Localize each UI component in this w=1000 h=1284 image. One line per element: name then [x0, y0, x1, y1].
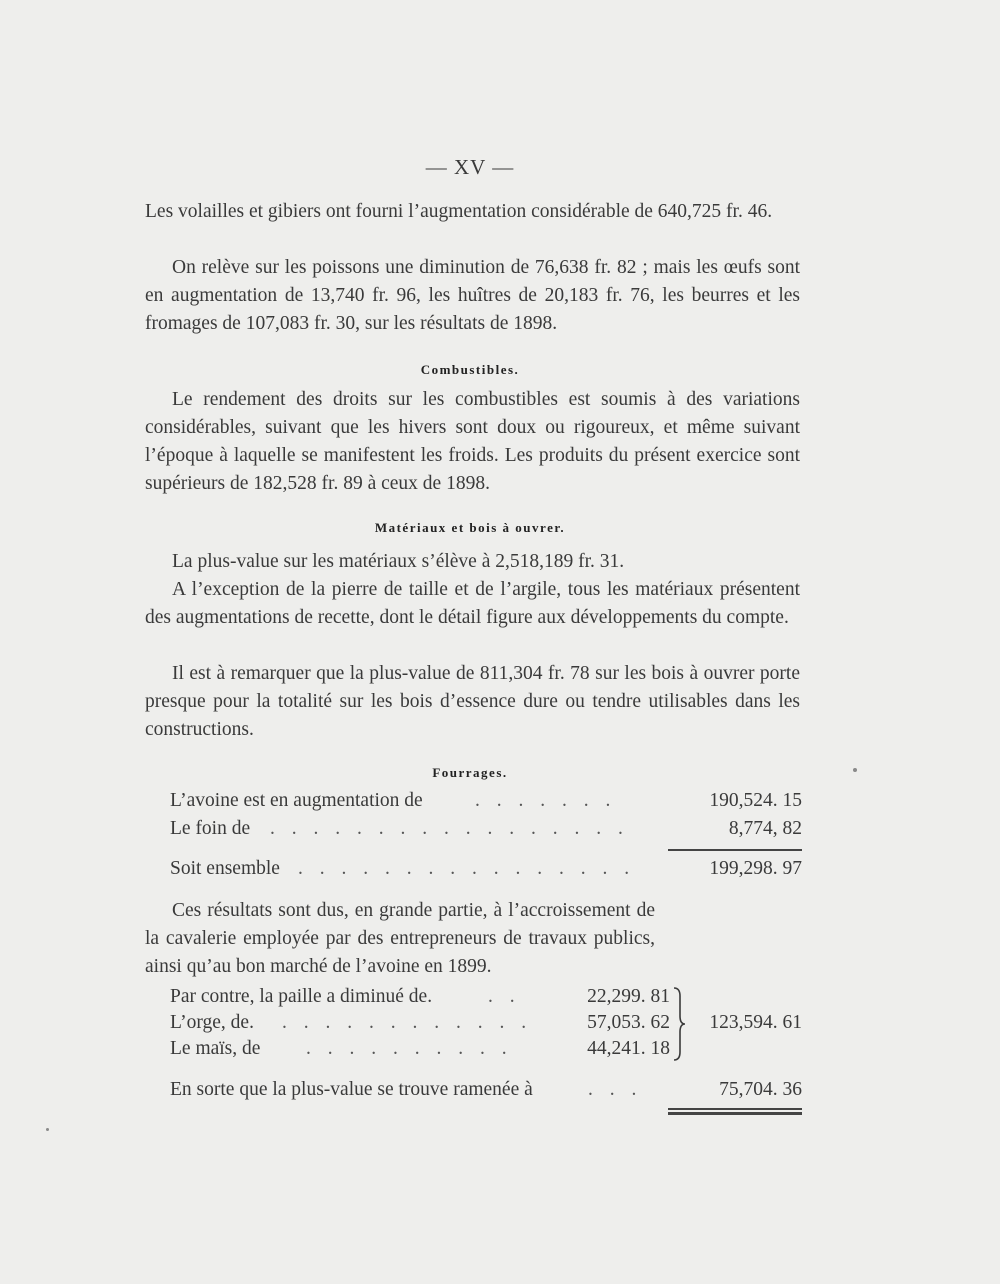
row-amount: 57,053. 62	[587, 1012, 670, 1033]
double-rule-bottom	[668, 1112, 802, 1115]
diminution-total: 123,594. 61	[709, 1012, 802, 1033]
paragraph-poissons: On relève sur les poissons une diminution de 76,638 fr. 82 ; mais les œufs sont en augmentation de 13,740 fr. 96, les huîtres de 20,183 fr. 76, les beurres et les fromages de 107,083 fr. 30, sur les résultats de 1898.	[145, 257, 800, 334]
curly-brace-icon	[672, 986, 686, 1062]
paper-spot	[853, 768, 857, 772]
paragraph-bois-a-ouvrer: Il est à remarquer que la plus-value de 811,304 fr. 78 sur les bois à ouvrer porte presque pour la totalité sur les bois d’essence dure ou tendre utilisables dans les constructions.	[145, 663, 800, 740]
row-label: Soit ensemble	[170, 858, 280, 879]
row-label: L’orge, de.	[170, 1012, 254, 1033]
table-row-foin	[170, 818, 802, 846]
row-label: Le foin de	[170, 818, 251, 839]
heading-combustibles: Combustibles.	[420, 362, 520, 377]
heading-materiaux: Matériaux et bois à ouvrer.	[374, 520, 566, 535]
leader-dots: . . .	[588, 1079, 643, 1100]
leader-dots: . . . . . . . . . .	[306, 1038, 513, 1059]
table-row-avoine	[170, 790, 802, 818]
row-label: Par contre, la paille a diminué de.	[170, 986, 433, 1007]
paper-spot	[46, 1128, 49, 1131]
row-amount: 190,524. 15	[709, 790, 802, 811]
row-amount: 199,298. 97	[709, 858, 802, 879]
table-row-final	[170, 1079, 802, 1107]
paragraph-combustibles: Le rendement des droits sur les combustibles est soumis à des variations considérables, suivant que les hivers sont doux ou rigoureux, et même suivant l’époque à laquelle se manifestent les froids. Les produits du présent exercice sont supérieurs de 182,528 fr. 89 à ceux de 1898.	[145, 389, 800, 494]
table-row-orge	[170, 1012, 670, 1040]
table-row-ensemble	[170, 858, 802, 886]
sum-rule	[668, 849, 802, 851]
paragraph-resultats: Ces résultats sont dus, en grande partie, à l’accroissement de la cavalerie employée par des entrepreneurs de travaux publics, ainsi qu’au bon marché de l’avoine en 1899.	[145, 900, 655, 977]
paragraph-exception: A l’exception de la pierre de taille et de l’argile, tous les matériaux présentent des augmentations de recette, dont le détail figure aux développements du compte.	[145, 579, 800, 628]
paragraph-volailles: Les volailles et gibiers ont fourni l’augmentation considérable de 640,725 fr. 46.	[145, 201, 773, 222]
table-row-paille	[170, 986, 670, 1014]
page-number: — XV —	[425, 155, 515, 179]
table-row-mais	[170, 1038, 670, 1066]
paragraph-plus-value-materiaux: La plus-value sur les matériaux s’élève à 2,518,189 fr. 31.	[172, 551, 625, 572]
row-label: L’avoine est en augmentation de	[170, 790, 423, 811]
row-amount: 22,299. 81	[587, 986, 670, 1007]
leader-dots: . . . . . . . . . . . . . . . .	[298, 858, 636, 879]
leader-dots: . .	[488, 986, 521, 1007]
row-amount: 75,704. 36	[719, 1079, 802, 1100]
row-amount: 44,241. 18	[587, 1038, 670, 1059]
row-amount: 8,774, 82	[728, 818, 802, 839]
row-label: En sorte que la plus-value se trouve ramenée à	[170, 1079, 533, 1100]
leader-dots: . . . . . . . . . . . .	[282, 1012, 533, 1033]
row-label: Le maïs, de	[170, 1038, 261, 1059]
heading-fourrages: Fourrages.	[432, 765, 508, 780]
leader-dots: . . . . . . . . . . . . . . . . .	[270, 818, 629, 839]
leader-dots: . . . . . . .	[475, 790, 617, 811]
double-rule-top	[668, 1108, 802, 1110]
